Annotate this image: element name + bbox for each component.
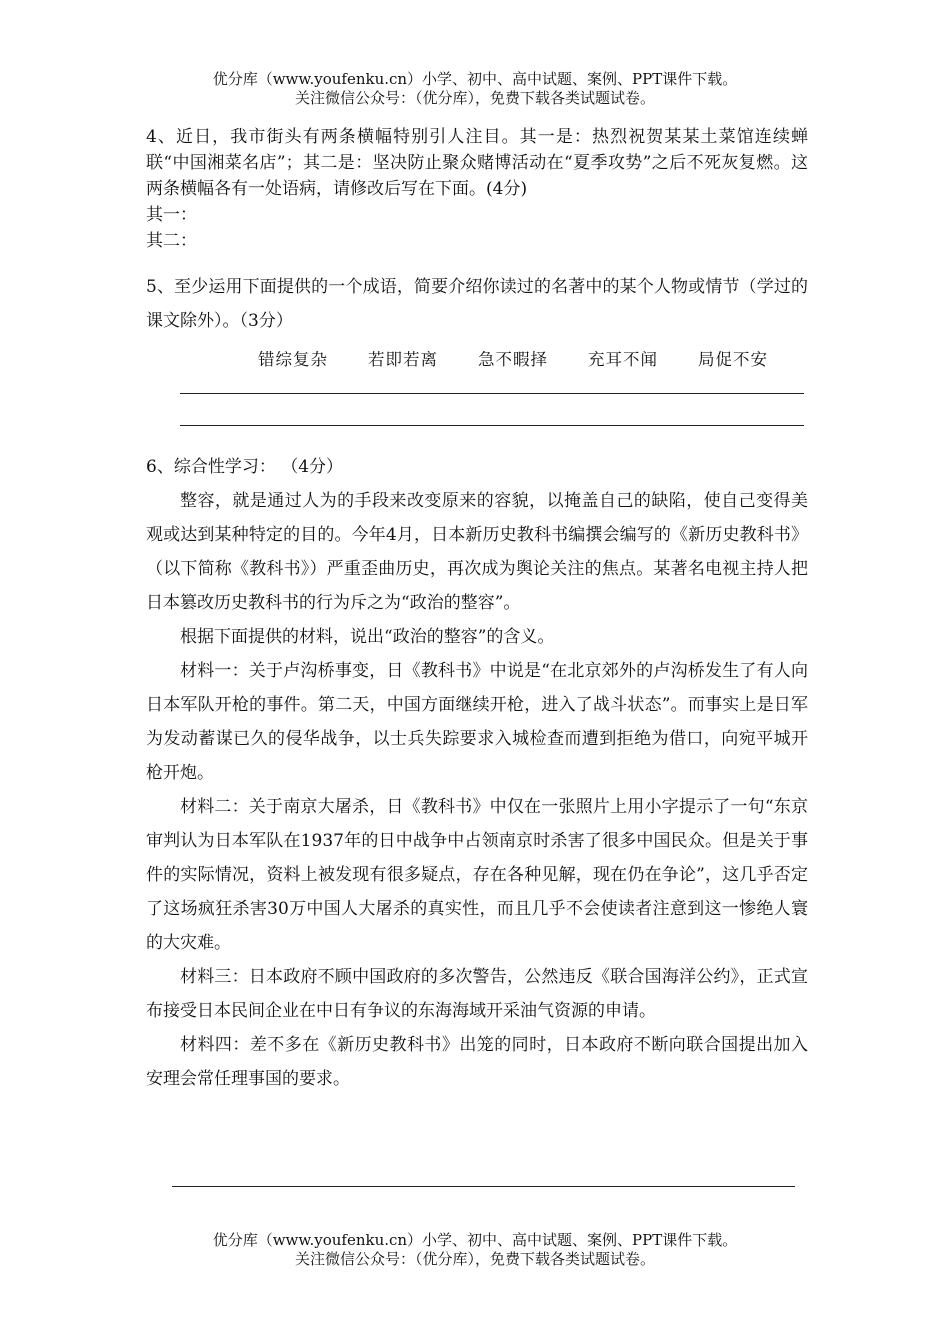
page-footer (0, 1231, 950, 1269)
idiom-list (146, 346, 808, 370)
idiom-3: 急不暇择 (478, 350, 548, 369)
q4-answer-1: 其一： (146, 205, 197, 225)
idiom-5: 局促不安 (698, 350, 768, 369)
material-3: 材料三：日本政府不顾中国政府的多次警告，公然违反《联合国海洋公约》，正式宣布接受日本民间企业在中日有争议的东海海域开采油气资源的申请。 (146, 967, 808, 1021)
header-line-2: 关注微信公众号：（优分库），免费下载各类试题试卷。 (294, 89, 655, 107)
q6-prompt: 根据下面提供的材料，说出“政治的整容”的含义。 (180, 627, 555, 647)
q4-text: 4、近日，我市街头有两条横幅特别引人注目。其一是：热烈祝贺某某土菜馆连续蝉联“中国湘菜名店”；其二是：坚决防止聚众赌博活动在“夏季攻势”之后不死灰复燃。这两条横幅各有一处语病，请修改后写在下面。(4分) (146, 127, 808, 199)
footer-line-1: 优分库（www.youfenku.cn）小学、初中、高中试题、案例、PPT课件下载。 (212, 1231, 738, 1249)
q6-paragraph: 整容，就是通过人为的手段来改变原来的容貌，以掩盖自己的缺陷，使自己变得美观或达到某种特定的目的。今年4月，日本新历史教科书编撰会编写的《新历史教科书》（以下简称《教科书》）严重歪曲历史，再次成为舆论关注的焦点。某著名电视主持人把日本篡改历史教科书的行为斥之为“政治的整容”。 (146, 491, 808, 613)
page-header (0, 70, 950, 108)
answer-line-1 (180, 393, 804, 394)
question-5 (146, 270, 808, 370)
q5-text: 5、至少运用下面提供的一个成语，简要介绍你读过的名著中的某个人物或情节（学过的课文除外）。（3分） (146, 277, 808, 331)
header-line-1: 优分库（www.youfenku.cn）小学、初中、高中试题、案例、PPT课件下载。 (212, 70, 738, 88)
idiom-2: 若即若离 (368, 350, 438, 369)
material-2: 材料二：关于南京大屠杀，日《教科书》中仅在一张照片上用小字提示了一句“东京审判认为日本军队在1937年的日中战争中占领南京时杀害了很多中国民众。但是关于事件的实际情况，资料上被发现有很多疑点，存在各种见解，现在仍在争论”，这几乎否定了这场疯狂杀害30万中国人大屠杀的真实性，而且几乎不会使读者注意到这一惨绝人寰的大灾难。 (146, 797, 808, 953)
q6-title: 6、综合性学习： （4分） (146, 457, 344, 477)
answer-line-3 (172, 1186, 795, 1187)
material-1: 材料一：关于卢沟桥事变，日《教科书》中说是“在北京郊外的卢沟桥发生了有人向日本军队开枪的事件。第二天，中国方面继续开枪，进入了战斗状态”。而事实上是日军为发动蓄谋已久的侵华战争，以士兵失踪要求入城检查而遭到拒绝为借口，向宛平城开枪开炮。 (146, 661, 808, 783)
footer-line-2: 关注微信公众号：（优分库），免费下载各类试题试卷。 (294, 1250, 655, 1268)
question-4 (146, 124, 808, 254)
idiom-1: 错综复杂 (258, 350, 328, 369)
question-6 (146, 450, 808, 1096)
answer-line-2 (180, 425, 804, 426)
idiom-4: 充耳不闻 (588, 350, 658, 369)
q4-answer-2: 其二： (146, 231, 197, 251)
material-4: 材料四：差不多在《新历史教科书》出笼的同时，日本政府不断向联合国提出加入安理会常任理事国的要求。 (146, 1035, 808, 1089)
